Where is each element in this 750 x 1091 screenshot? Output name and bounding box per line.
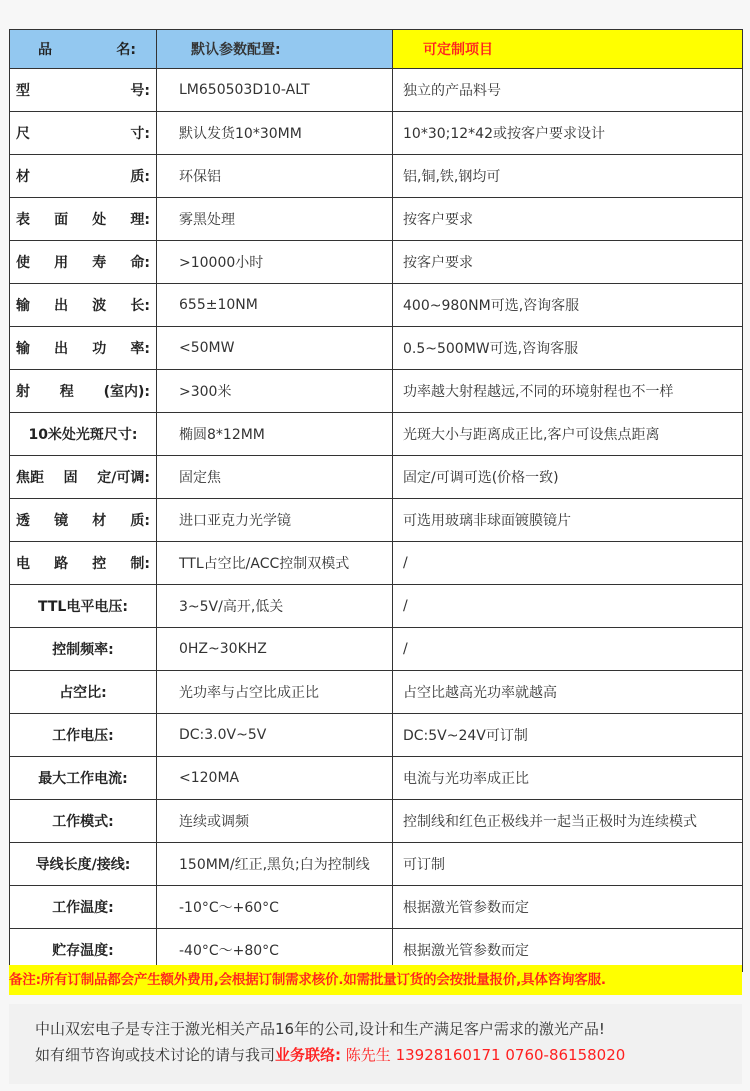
table-row xyxy=(10,585,743,628)
company-intro: 中山双宏电子是专注于激光相关产品16年的公司,设计和生产满足客户需求的激光产品! xyxy=(35,1020,605,1038)
row-label-part: 透 xyxy=(16,513,30,529)
row-label-part: 面 xyxy=(54,212,69,228)
table-row xyxy=(10,800,743,843)
header-default-config: 默认参数配置: xyxy=(157,30,393,69)
row-label: 贮存温度: xyxy=(10,929,157,972)
row-label-part: 质: xyxy=(130,169,150,185)
row-label-part: 输 xyxy=(16,298,30,314)
row-label-part: 材 xyxy=(16,169,30,185)
row-custom-option: 根据激光管参数而定 xyxy=(393,886,743,929)
row-label-part: 波 xyxy=(92,298,107,314)
phone-office: 0760-86158020 xyxy=(505,1046,626,1064)
row-label-part: 输 xyxy=(16,341,30,357)
row-label-part: 命: xyxy=(130,255,150,271)
row-label-part: 率: xyxy=(130,341,150,357)
table-row xyxy=(10,327,743,370)
row-label-part: 镜 xyxy=(54,513,69,529)
contact-line xyxy=(35,1044,625,1065)
row-label-part: 处 xyxy=(92,212,107,228)
row-default-value: <50MW xyxy=(157,327,393,370)
row-custom-option: 铝,铜,铁,钢均可 xyxy=(393,155,743,198)
row-custom-option: 按客户要求 xyxy=(393,198,743,241)
row-custom-option: 按客户要求 xyxy=(393,241,743,284)
row-label-part: 号: xyxy=(130,83,150,99)
row-label-part: 用 xyxy=(54,255,69,271)
table-row xyxy=(10,284,743,327)
company-footer xyxy=(9,1004,742,1084)
table-row xyxy=(10,112,743,155)
row-default-value: <120MA xyxy=(157,757,393,800)
row-default-value: 150MM/红正,黑负;白为控制线 xyxy=(157,843,393,886)
row-label-part: 型 xyxy=(16,83,30,99)
row-label xyxy=(10,284,157,327)
row-label xyxy=(10,69,157,112)
row-default-value: >300米 xyxy=(157,370,393,413)
row-default-value: 655±10NM xyxy=(157,284,393,327)
row-label-part: 尺 xyxy=(16,126,30,142)
row-label-part: 表 xyxy=(16,212,30,228)
row-custom-option: 可订制 xyxy=(393,843,743,886)
table-row xyxy=(10,628,743,671)
row-label-part: 电 xyxy=(16,556,30,572)
row-label xyxy=(10,370,157,413)
row-default-value: LM650503D10-ALT xyxy=(157,69,393,112)
row-default-value: 连续或调频 xyxy=(157,800,393,843)
row-default-value: 固定焦 xyxy=(157,456,393,499)
row-label: 10米处光斑尺寸: xyxy=(10,413,157,456)
row-label-part: 使 xyxy=(16,255,30,271)
row-label-part: 寸: xyxy=(130,126,150,142)
row-custom-option: 电流与光功率成正比 xyxy=(393,757,743,800)
header-customizable: 可定制项目 xyxy=(393,30,743,69)
phone-mobile: 13928160171 xyxy=(395,1046,501,1064)
row-label: 工作电压: xyxy=(10,714,157,757)
row-default-value: 进口亚克力光学镜 xyxy=(157,499,393,542)
table-row xyxy=(10,413,743,456)
row-default-value: 椭圆8*12MM xyxy=(157,413,393,456)
row-default-value: DC:3.0V~5V xyxy=(157,714,393,757)
row-label-part: 理: xyxy=(130,212,150,228)
row-custom-option: 固定/可调可选(价格一致) xyxy=(393,456,743,499)
row-custom-option: 占空比越高光功率就越高 xyxy=(393,671,743,714)
row-label-part: 射 xyxy=(16,384,30,400)
row-custom-option: 光斑大小与距离成正比,客户可设焦点距离 xyxy=(393,413,743,456)
remark-banner: 备注:所有订制品都会产生额外费用,会根据订制需求核价.如需批量订货的会按批量报价,具体咨询客服. xyxy=(9,965,742,995)
contact-prefix: 如有细节咨询或技术讨论的请与我司 xyxy=(35,1046,276,1064)
row-label: 导线长度/接线: xyxy=(10,843,157,886)
row-label-part: 制: xyxy=(130,556,150,572)
row-label-part: 控 xyxy=(92,556,107,572)
table-header-row xyxy=(10,30,743,69)
row-default-value: -40°C～+80°C xyxy=(157,929,393,972)
row-label-part: 长: xyxy=(130,298,150,314)
row-label xyxy=(10,155,157,198)
row-label xyxy=(10,241,157,284)
row-custom-option: / xyxy=(393,542,743,585)
row-label-part: 出 xyxy=(54,341,69,357)
row-label: 控制频率: xyxy=(10,628,157,671)
row-custom-option: 功率越大射程越远,不同的环境射程也不一样 xyxy=(393,370,743,413)
row-default-value: 3~5V/高开,低关 xyxy=(157,585,393,628)
row-custom-option: DC:5V~24V可订制 xyxy=(393,714,743,757)
row-label-part: 程 xyxy=(59,384,74,400)
row-custom-option: 0.5~500MW可选,咨询客服 xyxy=(393,327,743,370)
row-custom-option: / xyxy=(393,628,743,671)
row-custom-option: 根据激光管参数而定 xyxy=(393,929,743,972)
table-row xyxy=(10,714,743,757)
row-custom-option: 控制线和红色正极线并一起当正极时为连续模式 xyxy=(393,800,743,843)
row-custom-option: 400~980NM可选,咨询客服 xyxy=(393,284,743,327)
row-default-value: 环保铝 xyxy=(157,155,393,198)
table-row xyxy=(10,542,743,585)
row-label: 最大工作电流: xyxy=(10,757,157,800)
table-row xyxy=(10,757,743,800)
row-custom-option: 独立的产品料号 xyxy=(393,69,743,112)
table-row xyxy=(10,671,743,714)
table-row xyxy=(10,241,743,284)
table-row xyxy=(10,886,743,929)
row-default-value: -10°C～+60°C xyxy=(157,886,393,929)
row-default-value: 0HZ~30KHZ xyxy=(157,628,393,671)
contact-label: 业务联络: xyxy=(275,1046,342,1064)
row-label xyxy=(10,499,157,542)
row-label: 工作温度: xyxy=(10,886,157,929)
row-label xyxy=(10,542,157,585)
row-label-part: (室内): xyxy=(103,384,150,400)
row-custom-option: 可选用玻璃非球面镀膜镜片 xyxy=(393,499,743,542)
row-label-part: 定/可调: xyxy=(97,470,150,486)
row-label-part: 寿 xyxy=(92,255,107,271)
table-row xyxy=(10,370,743,413)
table-row xyxy=(10,843,743,886)
row-custom-option: / xyxy=(393,585,743,628)
spec-sheet xyxy=(9,29,742,972)
contact-person: 陈先生 xyxy=(345,1046,391,1064)
row-label-part: 焦距 xyxy=(16,470,44,486)
row-default-value: 光功率与占空比成正比 xyxy=(157,671,393,714)
header-product-name xyxy=(10,30,157,69)
row-label xyxy=(10,198,157,241)
row-custom-option: 10*30;12*42或按客户要求设计 xyxy=(393,112,743,155)
row-label xyxy=(10,456,157,499)
row-label-part: 材 xyxy=(92,513,107,529)
table-row xyxy=(10,69,743,112)
row-default-value: >10000小时 xyxy=(157,241,393,284)
row-label-part: 出 xyxy=(54,298,69,314)
table-row xyxy=(10,456,743,499)
row-default-value: TTL占空比/ACC控制双模式 xyxy=(157,542,393,585)
row-label-part: 质: xyxy=(130,513,150,529)
row-label-part: 固 xyxy=(63,470,78,486)
row-label xyxy=(10,112,157,155)
row-default-value: 雾黑处理 xyxy=(157,198,393,241)
row-label xyxy=(10,327,157,370)
row-label: 工作模式: xyxy=(10,800,157,843)
header-label-char: 名: xyxy=(116,42,136,58)
table-row xyxy=(10,155,743,198)
table-row xyxy=(10,198,743,241)
spec-table xyxy=(9,29,743,972)
table-row xyxy=(10,499,743,542)
row-label: 占空比: xyxy=(10,671,157,714)
row-label: TTL电平电压: xyxy=(10,585,157,628)
row-label-part: 路 xyxy=(54,556,69,572)
row-label-part: 功 xyxy=(92,341,107,357)
header-label-char: 品 xyxy=(38,42,52,58)
row-default-value: 默认发货10*30MM xyxy=(157,112,393,155)
